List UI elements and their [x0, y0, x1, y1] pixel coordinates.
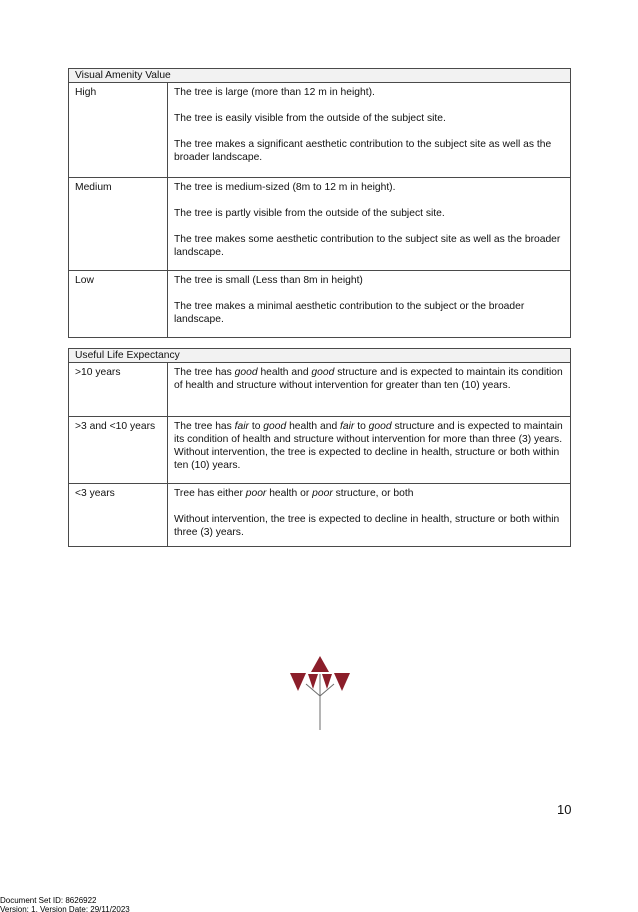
amenity-row-label: Medium	[69, 178, 168, 270]
emphasis-text: poor	[312, 488, 333, 499]
logo-top-triangle	[311, 656, 329, 672]
description-paragraph	[174, 420, 564, 472]
useful-life-header: Useful Life Expectancy	[69, 349, 570, 363]
life-row-description	[168, 363, 570, 416]
plain-text: to	[354, 421, 369, 432]
logo-right-triangle	[334, 673, 350, 691]
description-paragraph	[174, 487, 564, 500]
emphasis-text: poor	[245, 488, 267, 499]
description-line: The tree is large (more than 12 m in height).	[174, 87, 375, 98]
description-line: The tree makes a minimal aesthetic contribution to the subject or the broader landscape.	[174, 301, 525, 325]
plain-text: structure and is expected to maintain its condition of health and structure without intervention for more than three (3) years. Without intervention, the tree is expected to decline in health, structure or both within ten (10) years.	[174, 421, 563, 471]
plain-text: health and	[286, 421, 341, 432]
emphasis-text: fair	[234, 421, 249, 432]
amenity-row-label: Low	[69, 271, 168, 337]
plain-text: health or	[266, 488, 313, 499]
plain-text: Without intervention, the tree is expected to decline in health, structure or both within three (3) years.	[174, 514, 560, 538]
page-number: 10	[557, 802, 572, 817]
plain-text: structure and is expected to maintain its condition of health and structure without intervention for greater than ten (10) years.	[174, 367, 563, 391]
description-line: The tree is partly visible from the outside of the subject site.	[174, 208, 445, 219]
description-line: The tree makes a significant aesthetic contribution to the subject site as well as the broader landscape.	[174, 139, 552, 163]
life-row	[69, 483, 570, 546]
life-row	[69, 363, 570, 416]
visual-amenity-rows	[69, 83, 570, 337]
description-line: The tree is easily visible from the outside of the subject site.	[174, 113, 446, 124]
amenity-row-description	[168, 83, 570, 177]
life-row-label: <3 years	[69, 484, 168, 546]
logo-left-triangle	[290, 673, 306, 691]
emphasis-text: good	[368, 421, 392, 432]
description-line: The tree makes some aesthetic contribution to the subject site as well as the broader landscape.	[174, 234, 561, 258]
plain-text: to	[248, 421, 264, 432]
description-line: The tree is medium-sized (8m to 12 m in height).	[174, 182, 396, 193]
document-set-id: Document Set ID: 8626922	[0, 896, 97, 905]
emphasis-text: good	[311, 367, 335, 378]
plain-text: health and	[257, 367, 312, 378]
description-paragraph	[174, 366, 564, 392]
life-row	[69, 416, 570, 483]
tree-logo-icon	[288, 654, 352, 732]
plain-text: The tree has	[174, 367, 235, 378]
emphasis-text: fair	[340, 421, 355, 432]
useful-life-rows	[69, 363, 570, 546]
plain-text: Tree has either	[174, 488, 246, 499]
emphasis-text: good	[263, 421, 287, 432]
emphasis-text: good	[234, 367, 258, 378]
visual-amenity-table	[68, 68, 571, 338]
amenity-row	[69, 270, 570, 337]
amenity-row	[69, 83, 570, 177]
amenity-row-description	[168, 271, 570, 337]
version-line: Version: 1, Version Date: 29/11/2023	[0, 906, 130, 912]
plain-text: structure, or both	[332, 488, 414, 499]
amenity-row-description	[168, 178, 570, 270]
description-line: The tree is small (Less than 8m in height)	[174, 275, 363, 286]
amenity-row-label: High	[69, 83, 168, 177]
amenity-row	[69, 177, 570, 270]
life-row-label: >3 and <10 years	[69, 417, 168, 483]
description-paragraph	[174, 513, 564, 539]
life-row-description	[168, 484, 570, 546]
plain-text: The tree has	[174, 421, 235, 432]
life-row-description	[168, 417, 570, 483]
life-row-label: >10 years	[69, 363, 168, 416]
visual-amenity-header: Visual Amenity Value	[69, 69, 570, 83]
useful-life-table	[68, 348, 571, 547]
